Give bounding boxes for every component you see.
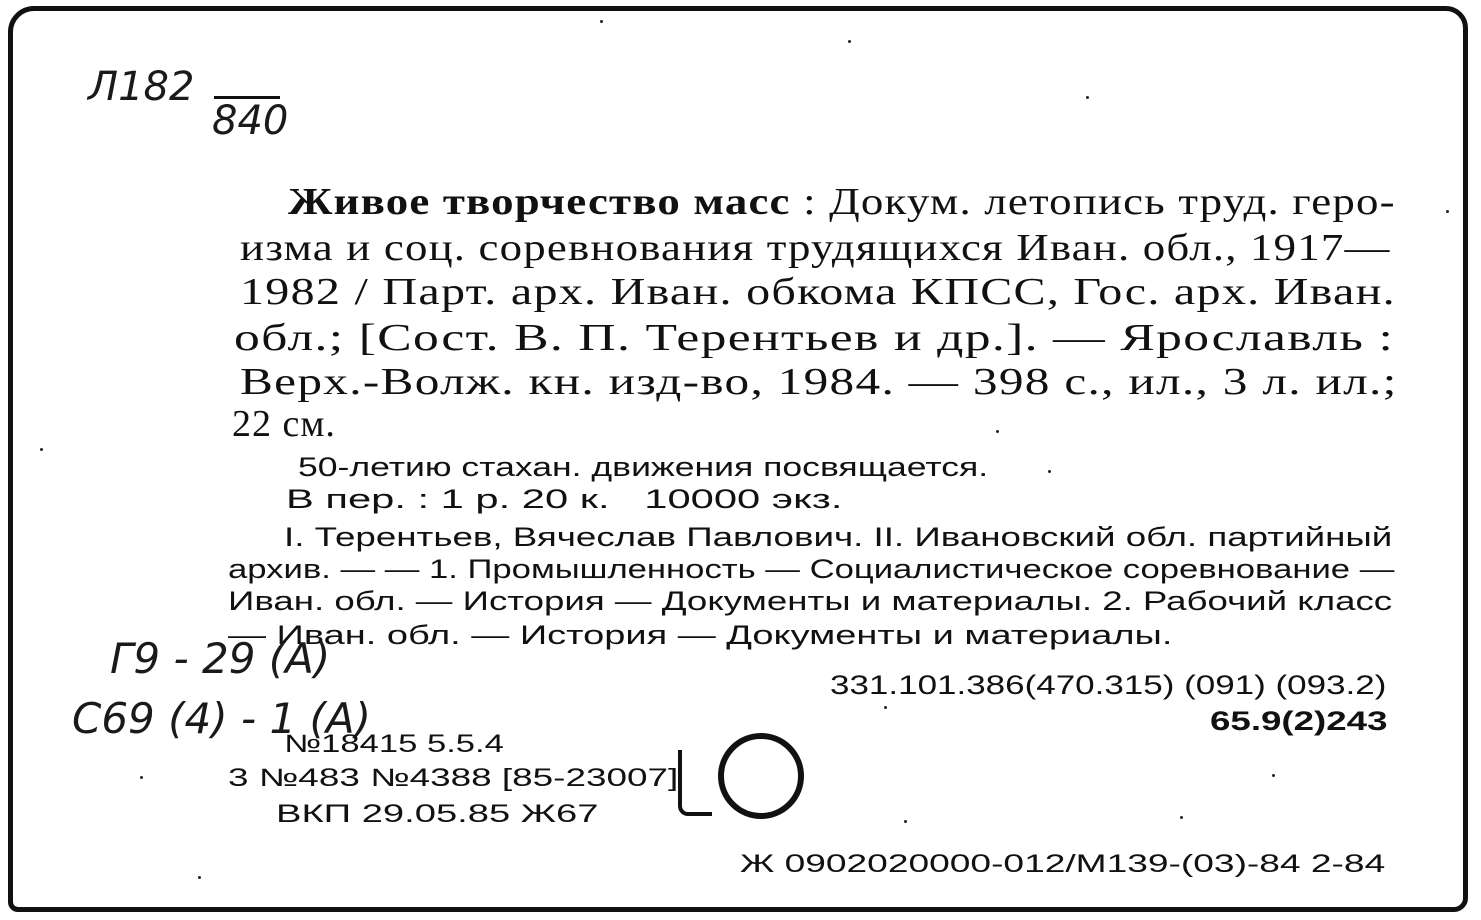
scan-speck (848, 40, 851, 43)
subject-line-1: I. Терентьев, Вячеслав Павлович. II. Ивановский обл. партийный (284, 522, 1393, 552)
scan-speck (884, 706, 887, 709)
description-line-4: обл.; [Сост. В. П. Терентьев и др.]. — Ярославль : (234, 317, 1395, 359)
subject-line-4: — Иван. обл. — История — Документы и материалы. (228, 620, 1173, 650)
order-number: №18415 5.5.4 (284, 730, 504, 758)
vkp-line: ВКП 29.05.85 Ж67 (276, 800, 599, 828)
handwritten-note-1: Г9 - 29 (А) (110, 634, 331, 683)
scan-speck (1086, 96, 1089, 99)
scan-speck (996, 430, 999, 433)
circle-stamp (718, 733, 804, 819)
subject-line-2: архив. — — 1. Промышленность — Социалистическое соревнование — (228, 554, 1395, 584)
scan-speck (1446, 210, 1449, 213)
shelf-mark-denominator: 840 (212, 98, 289, 144)
scan-speck (140, 776, 143, 779)
bbk-index: 65.9(2)243 (1210, 706, 1388, 736)
description-line-3: 1982 / Парт. арх. Иван. обкома КПСС, Гос. арх. Иван. (240, 271, 1396, 313)
handwritten-note-2: С69 (4) - 1 (А) (72, 694, 372, 743)
price-and-print-run: В пер. : 1 р. 20 к. 10000 экз. (286, 484, 843, 514)
publisher-index-line: Ж 0902020000-012/М139-(03)-84 2-84 (740, 850, 1386, 878)
description-line-2: изма и соц. соревнования трудящихся Иван. обл., 1917— (240, 227, 1391, 269)
scan-speck (600, 20, 603, 23)
description-line-1 (288, 180, 1396, 224)
print-order-line: 3 №483 №4388 [85-23007] (228, 764, 679, 792)
dedication-note: 50-летию стахан. движения посвящается. (298, 452, 989, 482)
description-line-6: 22 см. (232, 403, 336, 445)
stamp-bracket (678, 750, 712, 816)
title-text: Живое творчество масс (288, 181, 791, 223)
scan-speck (1048, 470, 1051, 473)
scan-speck (1272, 774, 1275, 777)
scan-speck (1180, 816, 1183, 819)
shelf-mark-number: Л182 (88, 64, 195, 110)
udc-index: 331.101.386(470.315) (091) (093.2) (830, 670, 1387, 700)
description-line-5: Верх.-Волж. кн. изд-во, 1984. — 398 с., ил., 3 л. ил.; (240, 361, 1398, 403)
scan-speck (904, 820, 907, 823)
title-rest: : Докум. летопись труд. геро- (790, 181, 1396, 223)
scan-speck (40, 448, 43, 451)
scan-speck (198, 876, 201, 879)
subject-line-3: Иван. обл. — История — Документы и материалы. 2. Рабочий класс (228, 586, 1393, 616)
